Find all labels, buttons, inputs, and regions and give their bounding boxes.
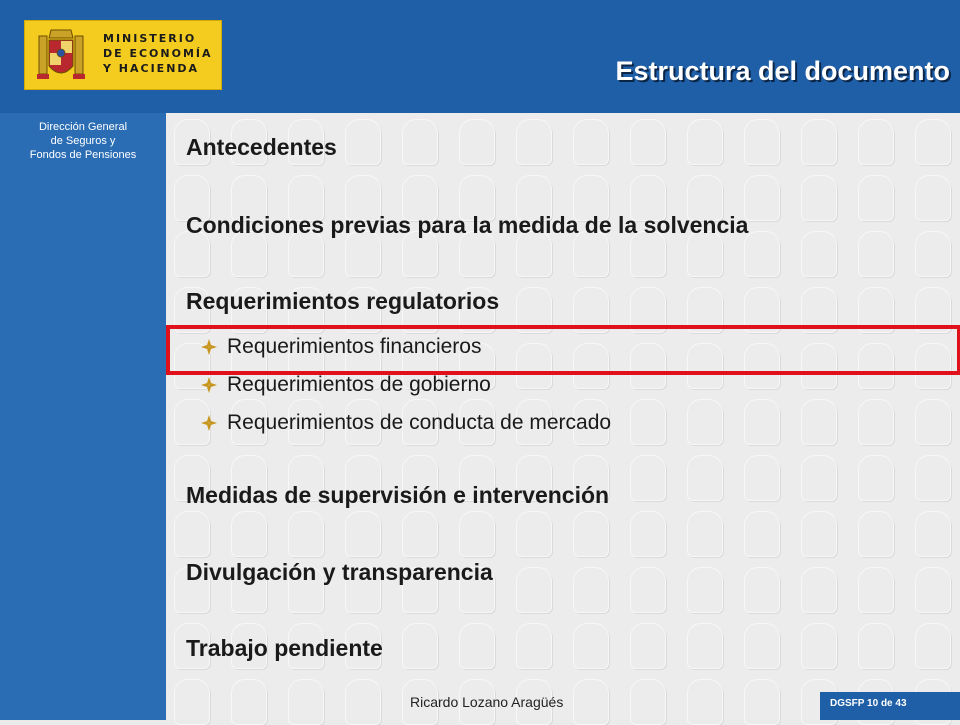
subitem-gobierno bbox=[200, 373, 491, 397]
watermark-crest bbox=[630, 399, 666, 445]
slide-title: Estructura del documento bbox=[615, 56, 950, 86]
watermark-crest bbox=[858, 623, 894, 669]
watermark-crest bbox=[801, 511, 837, 557]
subitem-label: Requerimientos de gobierno bbox=[227, 373, 491, 396]
watermark-crest bbox=[858, 455, 894, 501]
watermark-crest bbox=[687, 455, 723, 501]
watermark-crest bbox=[915, 455, 951, 501]
watermark-crest bbox=[345, 679, 381, 725]
watermark-crest bbox=[858, 119, 894, 165]
subitem-label: Requerimientos de conducta de mercado bbox=[227, 411, 612, 434]
watermark-crest bbox=[915, 231, 951, 277]
watermark-crest bbox=[573, 511, 609, 557]
watermark-crest bbox=[687, 511, 723, 557]
watermark-crest bbox=[801, 119, 837, 165]
ministry-line-2: DE ECONOMÍA bbox=[103, 47, 213, 60]
watermark-crest bbox=[573, 679, 609, 725]
watermark-crest bbox=[744, 231, 780, 277]
watermark-crest bbox=[915, 567, 951, 613]
highlight-box bbox=[166, 325, 960, 375]
outline-heading-medidas: Medidas de supervisión e intervención bbox=[186, 482, 610, 508]
watermark-crest bbox=[915, 399, 951, 445]
watermark-crest bbox=[801, 567, 837, 613]
coat-of-arms-icon bbox=[33, 26, 89, 84]
page-number: DGSFP 10 de 43 bbox=[830, 698, 907, 709]
watermark-crest bbox=[801, 623, 837, 669]
watermark-crest bbox=[345, 119, 381, 165]
department-name bbox=[0, 120, 166, 162]
watermark-crest bbox=[915, 119, 951, 165]
outline-heading-divulgacion: Divulgación y transparencia bbox=[186, 559, 493, 585]
watermark-crest bbox=[516, 119, 552, 165]
watermark-crest bbox=[630, 119, 666, 165]
watermark-crest bbox=[174, 679, 210, 725]
watermark-crest bbox=[516, 623, 552, 669]
footer-author: Ricardo Lozano Aragüés bbox=[410, 694, 564, 710]
watermark-crest bbox=[630, 679, 666, 725]
watermark-crest bbox=[744, 567, 780, 613]
outline-heading-condiciones: Condiciones previas para la medida de la solvencia bbox=[186, 212, 749, 238]
diamond-bullet-icon bbox=[200, 376, 218, 394]
watermark-crest bbox=[573, 119, 609, 165]
watermark-crest bbox=[174, 511, 210, 557]
watermark-crest bbox=[744, 511, 780, 557]
watermark-crest bbox=[402, 623, 438, 669]
watermark-crest bbox=[345, 511, 381, 557]
watermark-crest bbox=[801, 455, 837, 501]
watermark-crest bbox=[801, 399, 837, 445]
watermark-crest bbox=[630, 455, 666, 501]
watermark-crest bbox=[687, 399, 723, 445]
ministry-name bbox=[103, 31, 221, 76]
subitem-conducta bbox=[200, 411, 611, 435]
watermark-crest bbox=[687, 679, 723, 725]
outline-heading-antecedentes: Antecedentes bbox=[186, 134, 337, 160]
department-line-3: Fondos de Pensiones bbox=[29, 149, 137, 161]
watermark-crest bbox=[687, 567, 723, 613]
ministry-line-1: MINISTERIO bbox=[103, 32, 197, 45]
watermark-crest bbox=[858, 231, 894, 277]
watermark-crest bbox=[858, 567, 894, 613]
watermark-crest bbox=[516, 511, 552, 557]
watermark-crest bbox=[915, 623, 951, 669]
watermark-crest bbox=[459, 119, 495, 165]
outline-heading-trabajo: Trabajo pendiente bbox=[186, 635, 383, 661]
watermark-crest bbox=[744, 679, 780, 725]
department-line-1: Dirección General bbox=[38, 121, 128, 133]
watermark-crest bbox=[687, 623, 723, 669]
watermark-crest bbox=[801, 231, 837, 277]
subitem-label: Requerimientos financieros bbox=[227, 335, 482, 358]
watermark-crest bbox=[858, 511, 894, 557]
watermark-crest bbox=[630, 567, 666, 613]
watermark-crest bbox=[744, 623, 780, 669]
watermark-crest bbox=[516, 567, 552, 613]
watermark-crest bbox=[801, 175, 837, 221]
watermark-crest bbox=[744, 175, 780, 221]
ministry-line-3: Y HACIENDA bbox=[103, 62, 200, 75]
diamond-bullet-icon bbox=[200, 414, 218, 432]
watermark-crest bbox=[402, 511, 438, 557]
watermark-crest bbox=[402, 119, 438, 165]
watermark-crest bbox=[459, 511, 495, 557]
watermark-crest bbox=[231, 679, 267, 725]
watermark-crest bbox=[288, 679, 324, 725]
watermark-crest bbox=[459, 623, 495, 669]
watermark-crest bbox=[915, 175, 951, 221]
watermark-crest bbox=[687, 119, 723, 165]
watermark-crest bbox=[744, 399, 780, 445]
watermark-crest bbox=[744, 119, 780, 165]
watermark-crest bbox=[288, 511, 324, 557]
watermark-crest bbox=[630, 623, 666, 669]
watermark-crest bbox=[630, 511, 666, 557]
watermark-crest bbox=[231, 511, 267, 557]
watermark-crest bbox=[915, 511, 951, 557]
department-line-2: de Seguros y bbox=[50, 135, 116, 147]
watermark-crest bbox=[858, 175, 894, 221]
watermark-crest bbox=[573, 567, 609, 613]
outline-heading-requerimientos: Requerimientos regulatorios bbox=[186, 288, 500, 314]
watermark-crest bbox=[573, 623, 609, 669]
watermark-crest bbox=[858, 399, 894, 445]
watermark-crest bbox=[744, 455, 780, 501]
ministry-logo bbox=[24, 20, 222, 90]
